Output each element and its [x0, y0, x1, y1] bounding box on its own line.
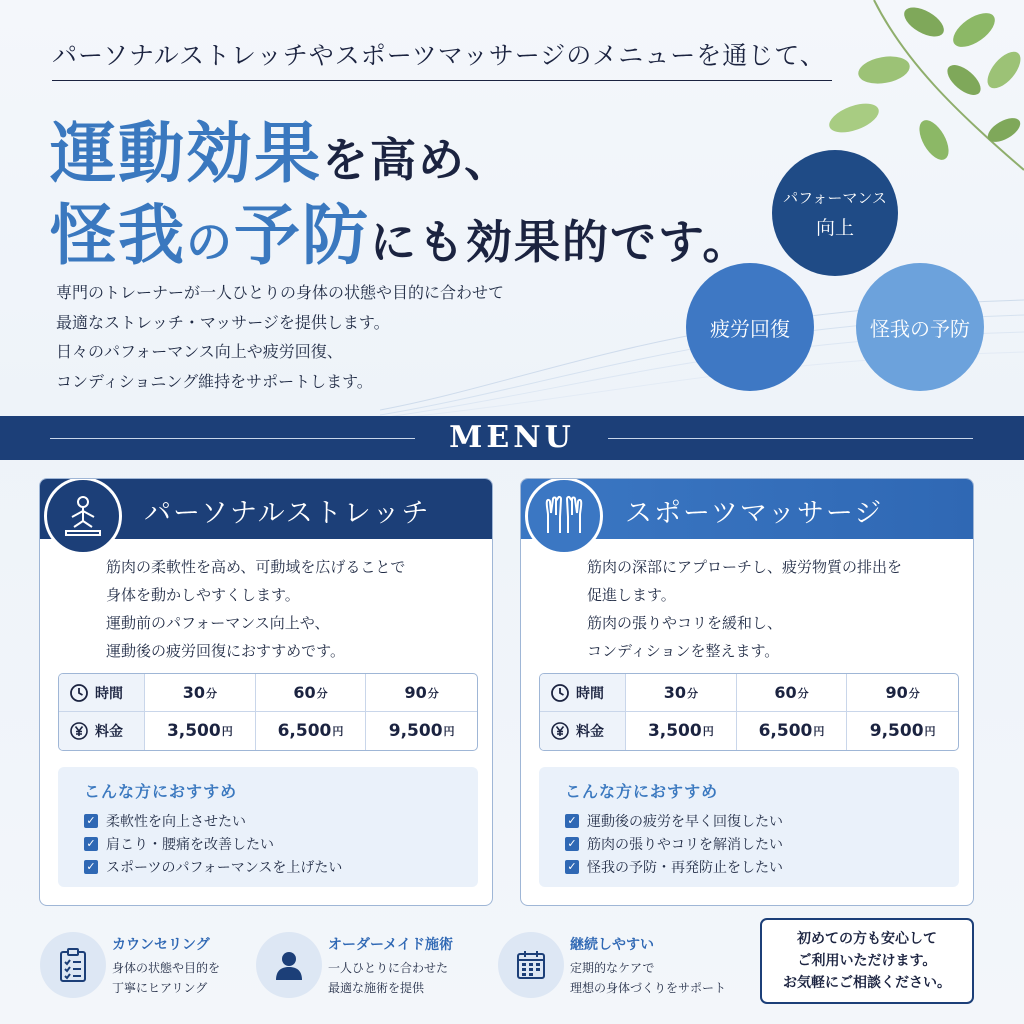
card-title: スポーツマッサージ [625, 498, 884, 529]
recommend-text: 運動後の疲労を早く回復したい [587, 813, 783, 830]
time-unit: 分 [686, 686, 698, 700]
fee-row-label [540, 712, 626, 750]
calendar-icon [498, 932, 564, 998]
time-value: 60 [774, 683, 797, 702]
time-label: 時間 [95, 685, 123, 702]
headline-rest-2: にも効果的です。 [370, 215, 751, 269]
time-row-label [540, 674, 626, 712]
headline-rest: を高め、 [322, 133, 513, 187]
card-description-line: 筋肉の柔軟性を高め、可動域を広げることで [106, 558, 406, 576]
feature-line: 身体の状態や目的を [112, 961, 221, 975]
card-description-line: コンディションを整えます。 [587, 642, 780, 660]
circle-recovery [686, 263, 814, 391]
recommend-title: こんな方におすすめ [84, 782, 238, 801]
time-cell [256, 674, 367, 712]
feature-line: 一人ひとりに合わせた [328, 961, 449, 975]
notice-line: 初めての方も安心して [797, 931, 937, 947]
recommend-list [84, 809, 342, 878]
description-line: 専門のトレーナーが一人ひとりの身体の状態や目的に合わせて [56, 283, 505, 302]
clock-icon [69, 683, 89, 703]
recommend-text: 怪我の予防・再発防止をしたい [587, 859, 783, 876]
recommend-text: 柔軟性を向上させたい [106, 813, 246, 830]
feature-line: 定期的なケアで [570, 961, 655, 975]
card-sports-massage [520, 478, 974, 906]
feature-text [570, 958, 726, 998]
card-personal-stretch [39, 478, 493, 906]
time-value: 90 [885, 683, 908, 702]
notice-line: ご利用いただけます。 [797, 953, 937, 969]
recommend-text: スポーツのパフォーマンスを上げたい [106, 859, 343, 876]
feature-text [112, 958, 220, 998]
clock-icon [550, 683, 570, 703]
price-unit: 円 [813, 725, 825, 738]
check-icon: ✓ [565, 814, 579, 828]
person-icon [256, 932, 322, 998]
massage-hands-icon [525, 478, 603, 555]
price-cell [737, 712, 848, 750]
price-unit: 円 [924, 725, 936, 738]
feature-text [328, 958, 448, 998]
price-value: 6,500 [277, 721, 332, 741]
feature-title: オーダーメイド施術 [328, 937, 454, 953]
recommend-text: 筋肉の張りやコリを解消したい [587, 836, 783, 853]
fee-label: 料金 [95, 724, 123, 740]
card-description-line: 運動前のパフォーマンス向上や、 [106, 614, 330, 632]
card-description [106, 553, 405, 665]
card-header [521, 479, 973, 539]
headline-line-1 [50, 100, 512, 195]
feature-line: 最適な施術を提供 [328, 981, 425, 995]
time-cell [145, 674, 256, 712]
check-icon: ✓ [565, 860, 579, 874]
feature-custom-treatment [256, 926, 486, 1010]
recommend-item [565, 809, 783, 832]
time-value: 60 [293, 683, 316, 702]
card-description [587, 553, 902, 665]
card-description-line: 促進します。 [587, 586, 676, 604]
price-value: 9,500 [869, 721, 924, 741]
feature-counseling [40, 926, 250, 1010]
card-description-line: 運動後の疲労回復におすすめです。 [106, 642, 345, 660]
card-description-line: 筋肉の深部にアプローチし、疲労物質の排出を [587, 558, 903, 576]
time-unit: 分 [797, 686, 809, 700]
time-cell [847, 674, 958, 712]
recommend-item [84, 832, 342, 855]
circle-performance [772, 150, 898, 276]
price-cell [626, 712, 737, 750]
headline-emphasis-injury: 怪我 [50, 196, 186, 274]
price-cell [366, 712, 477, 750]
price-value: 6,500 [758, 721, 813, 741]
feature-title: 継続しやすい [570, 937, 654, 953]
headline-emphasis-prevention: 予防 [234, 196, 370, 274]
lead-divider [52, 80, 832, 81]
recommend-list [565, 809, 783, 878]
recommend-title: こんな方におすすめ [565, 782, 719, 801]
price-value: 3,500 [166, 721, 221, 741]
circle-performance-line2: 向上 [815, 217, 854, 239]
hero-description [56, 278, 504, 396]
card-description-line: 身体を動かしやすくします。 [106, 586, 300, 604]
recommend-item [84, 809, 342, 832]
notice-box [760, 918, 974, 1004]
circle-performance-line1: パフォーマンス [783, 189, 887, 207]
recommend-box [58, 767, 478, 887]
description-line: コンディショニング維持をサポートします。 [56, 371, 373, 391]
recommend-box [539, 767, 959, 887]
feature-line: 理想の身体づくりをサポート [570, 981, 727, 995]
check-icon: ✓ [84, 814, 98, 828]
time-value: 30 [663, 683, 686, 702]
lead-text: パーソナルストレッチやスポーツマッサージのメニューを通じて、 [52, 41, 826, 70]
description-line: 最適なストレッチ・マッサージを提供します。 [56, 312, 390, 332]
fee-row-label [59, 712, 145, 750]
check-icon: ✓ [84, 837, 98, 851]
circle-prevention-label: 怪我の予防 [870, 316, 970, 341]
stretch-person-icon [44, 478, 122, 555]
yen-icon [69, 721, 89, 741]
circle-prevention [856, 263, 984, 391]
feature-easy-continue [498, 926, 748, 1010]
check-icon: ✓ [84, 860, 98, 874]
time-cell [626, 674, 737, 712]
price-value: 3,500 [647, 721, 702, 741]
time-row-label [59, 674, 145, 712]
price-cell [256, 712, 367, 750]
feature-title: カウンセリング [112, 937, 210, 953]
price-unit: 円 [332, 725, 344, 738]
price-table [58, 673, 478, 751]
recommend-item [565, 855, 783, 878]
price-value: 9,500 [388, 721, 443, 741]
time-label: 時間 [576, 685, 604, 702]
recommend-item [84, 855, 342, 878]
time-cell [366, 674, 477, 712]
price-unit: 円 [221, 725, 233, 738]
headline-line-2 [50, 182, 750, 277]
time-unit: 分 [427, 686, 439, 700]
time-value: 30 [182, 683, 205, 702]
recommend-item [565, 832, 783, 855]
circle-recovery-label: 疲労回復 [710, 316, 790, 341]
notice-line: お気軽にご相談ください。 [783, 975, 951, 991]
price-unit: 円 [702, 725, 714, 738]
headline-emphasis: 運動効果 [50, 114, 322, 192]
headline-particle: の [186, 215, 234, 269]
recommend-text: 肩こり・腰痛を改善したい [106, 836, 274, 853]
time-unit: 分 [205, 686, 217, 700]
fee-label: 料金 [576, 724, 604, 740]
menu-title: MENU [449, 420, 575, 455]
description-line: 日々のパフォーマンス向上や疲労回復、 [56, 342, 343, 361]
price-cell [145, 712, 256, 750]
price-unit: 円 [443, 725, 455, 738]
yen-icon [550, 721, 570, 741]
time-value: 90 [404, 683, 427, 702]
card-description-line: 筋肉の張りやコリを緩和し、 [587, 614, 783, 632]
feature-line: 丁寧にヒアリング [112, 981, 208, 995]
clipboard-checklist-icon [40, 932, 106, 998]
card-title: パーソナルストレッチ [144, 498, 431, 529]
menu-band [0, 416, 1024, 460]
card-header [40, 479, 492, 539]
check-icon: ✓ [565, 837, 579, 851]
time-cell [737, 674, 848, 712]
price-cell [847, 712, 958, 750]
time-unit: 分 [316, 686, 328, 700]
time-unit: 分 [908, 686, 920, 700]
price-table [539, 673, 959, 751]
